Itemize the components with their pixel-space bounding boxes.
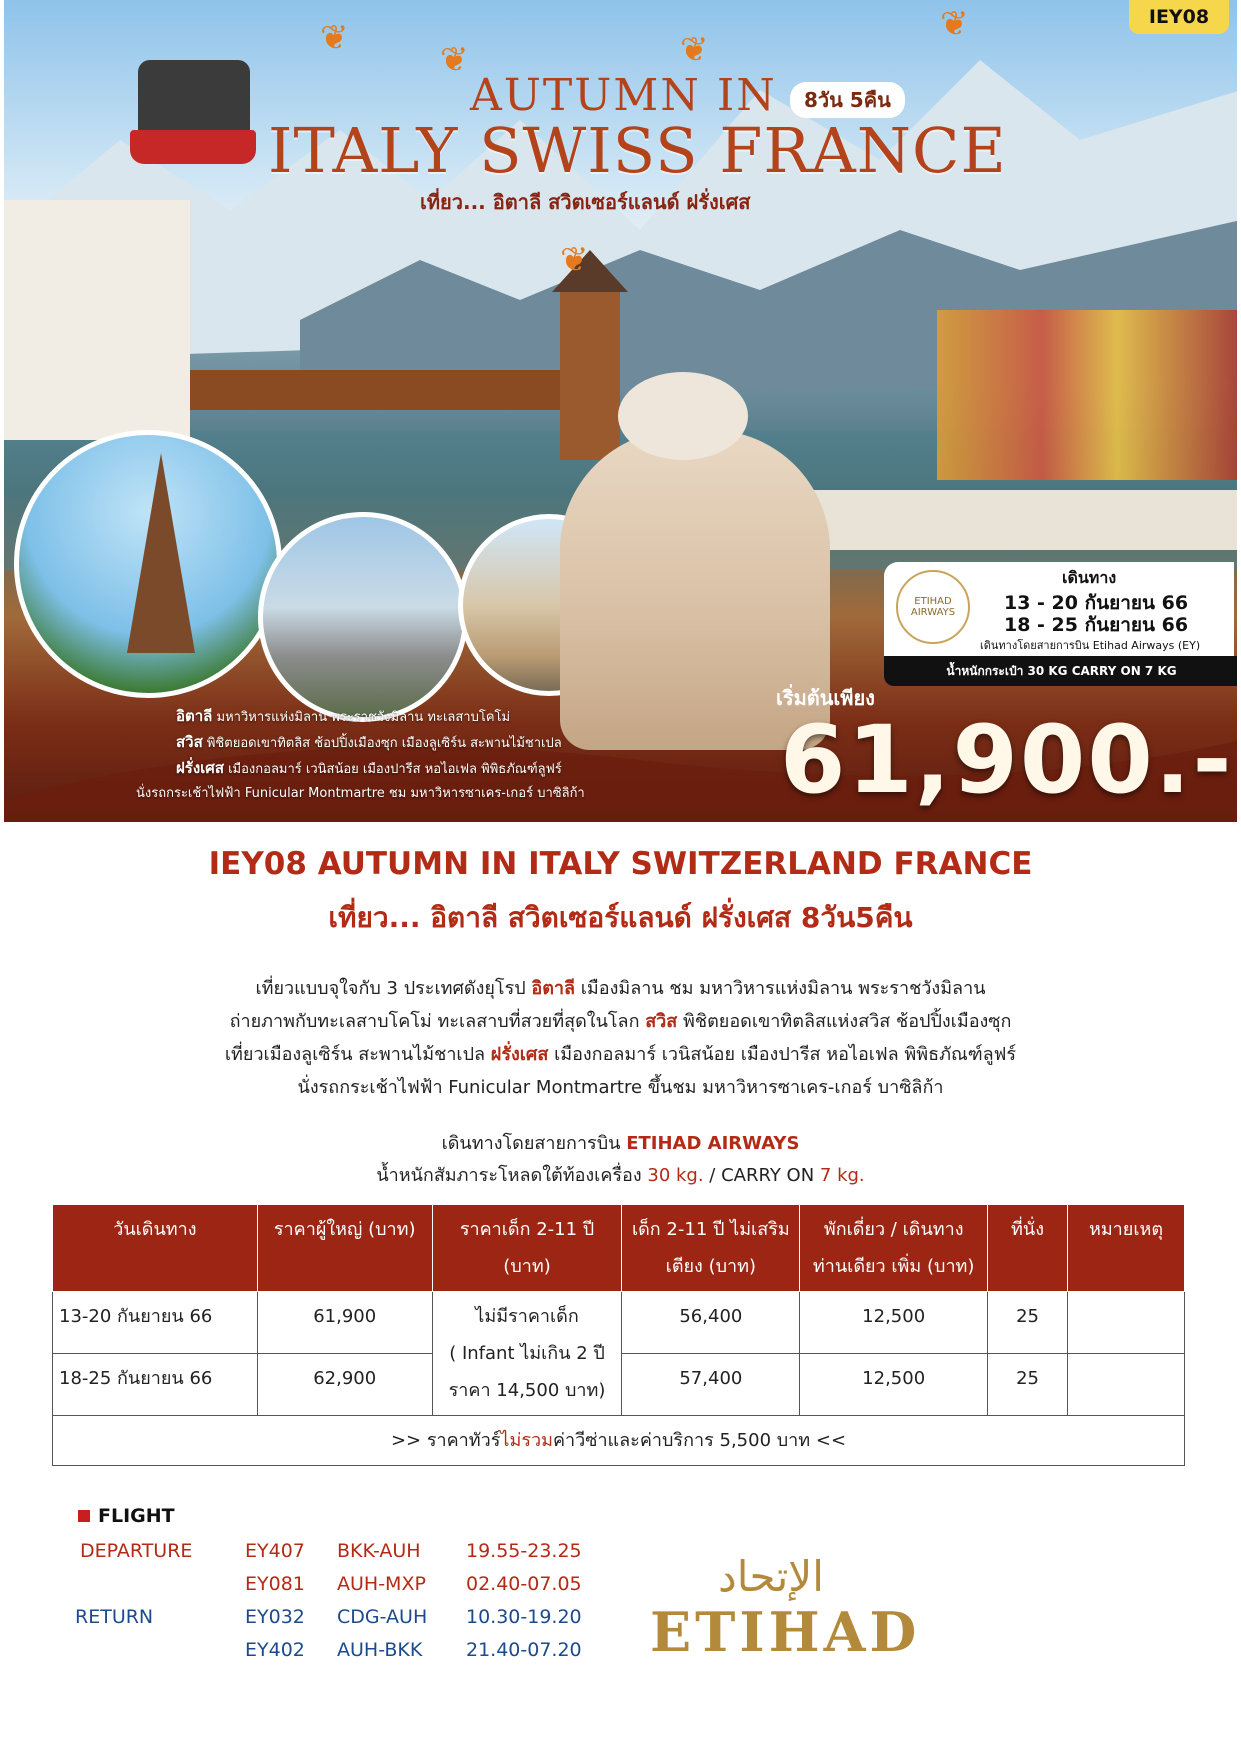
flight-route: BKK-AUH: [337, 1540, 421, 1562]
desc-country: อิตาลี: [531, 978, 576, 999]
cell-date: 13-20 กันยายน 66: [53, 1292, 258, 1354]
country-label: ฝรั่งเศส: [176, 759, 224, 777]
beret-hat: [618, 372, 748, 460]
flight-time: 02.40-07.05: [466, 1573, 582, 1595]
baggage-weight-note: น้ำหนักกระเป๋า 30 KG CARRY ON 7 KG: [884, 656, 1239, 686]
autumn-leaf-icon: ❦: [680, 30, 709, 70]
table-header-row: [53, 1205, 1185, 1292]
tour-title: IEY08 AUTUMN IN ITALY SWITZERLAND FRANCE: [208, 846, 1033, 882]
col-header-single: พักเดี่ยว / เดินทาง ท่านเดียว เพิ่ม (บาท): [800, 1205, 988, 1292]
autumn-leaf-icon: ❦: [440, 40, 469, 80]
table-footer-row: [53, 1416, 1185, 1466]
tour-subtitle: เที่ยว... อิตาลี สวิตเซอร์แลนด์ ฝรั่งเศส 8วัน5คืน: [328, 901, 913, 934]
etihad-badge-logo: ETIHAD AIRWAYS: [896, 570, 970, 644]
flight-code: EY081: [245, 1573, 305, 1595]
baggage-mid: / CARRY ON: [703, 1165, 820, 1186]
child-note-line: ไม่มีราคาเด็ก: [475, 1306, 579, 1327]
departure-label: DEPARTURE: [80, 1540, 193, 1562]
country-label: อิตาลี: [176, 707, 213, 725]
flight-route: AUH-BKK: [337, 1639, 423, 1661]
desc-text: ถ่ายภาพกับทะเลสาบโคโม่ ทะเลสาบที่สวยที่สุดในโลก: [229, 1011, 646, 1032]
autumn-leaf-icon: ❦: [940, 4, 969, 44]
cell-single-price: 12,500: [800, 1292, 988, 1354]
baggage-prefix: น้ำหนักสัมภาระโหลดใต้ท้องเครื่อง: [376, 1165, 648, 1186]
highlight-text: นั่งรถกระเช้าไฟฟ้า Funicular Montmartre ชม มหาวิหารซาเคร-เกอร์ บาซิลิก้า: [136, 786, 585, 801]
visa-fee-note: [53, 1416, 1185, 1466]
description-line: [0, 1006, 1241, 1035]
description-line: [0, 973, 1241, 1002]
flight-time: 10.30-19.20: [466, 1606, 582, 1628]
visa-note-prefix: >> ราคาทัวร์: [390, 1430, 501, 1451]
etihad-logo-arabic: الإتحاد: [718, 1552, 824, 1601]
desc-text: เที่ยวเมืองลูเซิร์น สะพานไม้ชาเปล: [224, 1044, 491, 1065]
cell-adult-price: 62,900: [257, 1354, 432, 1416]
desc-country: สวิส: [645, 1011, 678, 1032]
baggage-line: [0, 1160, 1241, 1189]
cell-child-nobed-price: 57,400: [622, 1354, 800, 1416]
flight-code: EY402: [245, 1639, 305, 1661]
description-line: [0, 1072, 1241, 1101]
hero-thai-subtitle: เที่ยว... อิตาลี สวิตเซอร์แลนด์ ฝรั่งเศส: [420, 190, 751, 214]
duration-badge: 8วัน 5คืน: [790, 82, 905, 118]
start-price: 61,900.-: [780, 706, 1234, 815]
flight-code: EY407: [245, 1540, 305, 1562]
col-header-remark: หมายเหตุ: [1068, 1205, 1185, 1292]
start-price-label: เริ่มต้นเพียง: [776, 686, 875, 710]
cell-seats: 25: [988, 1354, 1068, 1416]
colorful-houses-image: [937, 310, 1237, 480]
flight-heading: [78, 1505, 175, 1527]
flight-heading-text: FLIGHT: [98, 1505, 175, 1527]
return-label: RETURN: [75, 1606, 154, 1628]
highlight-text: พิชิตยอดเขาทิตลิส ช้อปปิ้งเมืองซุก เมืองลูเซิร์น สะพานไม้ชาเปล: [202, 736, 562, 751]
flight-route: AUH-MXP: [337, 1573, 426, 1595]
airline-prefix: เดินทางโดยสายการบิน: [441, 1133, 627, 1154]
cell-date: 18-25 กันยายน 66: [53, 1354, 258, 1416]
airline-name: ETIHAD AIRWAYS: [626, 1133, 800, 1154]
col-header-date: วันเดินทาง: [53, 1205, 258, 1292]
col-header-seats: ที่นั่ง: [988, 1205, 1068, 1292]
cable-car-swiss-flag: [130, 130, 256, 164]
tour-code-tag: IEY08: [1129, 0, 1229, 34]
departure-date: 18 - 25 กันยายน 66: [1004, 614, 1189, 636]
cell-child-nobed-price: 56,400: [622, 1292, 800, 1354]
departure-title: เดินทาง: [1062, 568, 1117, 587]
table-row: [53, 1292, 1185, 1354]
departure-date: 13 - 20 กันยายน 66: [1004, 592, 1189, 614]
child-note-line: ( Infant ไม่เกิน 2 ปี: [449, 1343, 605, 1364]
desc-text: เที่ยวแบบจุใจกับ 3 ประเทศดังยุโรป: [255, 978, 532, 999]
cell-remark: [1068, 1292, 1185, 1354]
price-table: [52, 1204, 1185, 1466]
cell-child-price-note: [432, 1292, 622, 1416]
hero-title-main: ITALY SWISS FRANCE: [268, 114, 1007, 187]
desc-text: เมืองมิลาน ชม มหาวิหารแห่งมิลาน พระราชวังมิลาน: [575, 978, 986, 999]
carry-on-weight: 7 kg.: [819, 1165, 865, 1186]
flight-route: CDG-AUH: [337, 1606, 428, 1628]
flight-time: 21.40-07.20: [466, 1639, 582, 1661]
highlight-text: มหาวิหารแห่งมิลาน พระราชวังมิลาน ทะเลสาบโคโม่: [212, 710, 511, 725]
desc-text: นั่งรถกระเช้าไฟฟ้า Funicular Montmartre ขึ้นชม มหาวิหารซาเคร-เกอร์ บาซิลิก้า: [297, 1077, 944, 1098]
flight-time: 19.55-23.25: [466, 1540, 582, 1562]
cell-seats: 25: [988, 1292, 1068, 1354]
desc-country: ฝรั่งเศส: [490, 1044, 549, 1065]
col-header-child-nobed: เด็ก 2-11 ปี ไม่เสริมเตียง (บาท): [622, 1205, 800, 1292]
airline-note: เดินทางโดยสายการบิน Etihad Airways (EY): [980, 639, 1201, 652]
cell-single-price: 12,500: [800, 1354, 988, 1416]
autumn-leaf-icon: ❦: [560, 240, 589, 280]
desc-text: เมืองกอลมาร์ เวนิสน้อย เมืองปารีส หอไอเฟล พิพิธภัณฑ์ลูฟร์: [548, 1044, 1017, 1065]
airline-line: [0, 1128, 1241, 1157]
visa-note-suffix: ค่าวีซ่าและค่าบริการ 5,500 บาท <<: [552, 1430, 847, 1451]
highlight-line-swiss: [176, 730, 562, 754]
visa-note-highlight: ไม่รวม: [500, 1430, 553, 1451]
eiffel-tower-photo: [14, 430, 282, 698]
flight-code: EY032: [245, 1606, 305, 1628]
description-line: [0, 1039, 1241, 1068]
highlight-line-funicular: [136, 782, 585, 803]
autumn-leaf-icon: ❦: [320, 18, 349, 58]
highlight-line-italy: [176, 704, 510, 728]
country-label: สวิส: [176, 733, 203, 751]
highlight-line-france: [176, 756, 562, 780]
bullet-square-icon: [78, 1510, 90, 1522]
checked-weight: 30 kg.: [647, 1165, 704, 1186]
hero-banner: [0, 0, 1241, 822]
child-note-line: ราคา 14,500 บาท): [448, 1380, 606, 1401]
hero-title-top: AUTUMN IN: [470, 70, 777, 121]
desc-text: พิชิตยอดเขาทิตลิสแห่งสวิส ช้อปปิ้งเมืองซุก: [677, 1011, 1012, 1032]
col-header-adult: ราคาผู้ใหญ่ (บาท): [257, 1205, 432, 1292]
cell-remark: [1068, 1354, 1185, 1416]
etihad-logo: ETIHAD: [650, 1600, 921, 1664]
col-header-child: ราคาเด็ก 2-11 ปี (บาท): [432, 1205, 622, 1292]
cell-adult-price: 61,900: [257, 1292, 432, 1354]
sacre-coeur-funicular-photo: [258, 512, 468, 722]
highlight-text: เมืองกอลมาร์ เวนิสน้อย เมืองปารีส หอไอเฟล พิพิธภัณฑ์ลูฟร์: [223, 762, 562, 777]
